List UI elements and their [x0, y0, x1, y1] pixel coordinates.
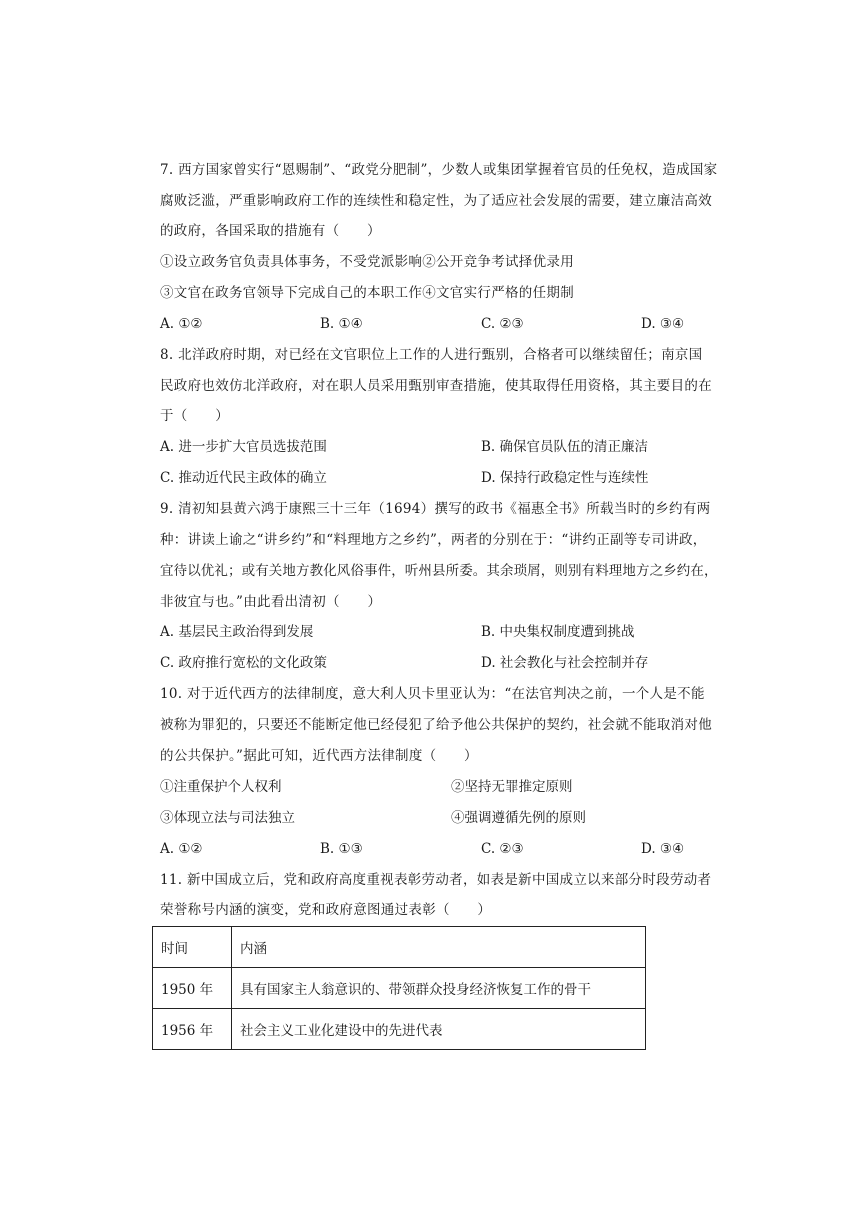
q10-option-b[interactable]: B. ①③ [320, 841, 363, 857]
table-row [153, 1009, 646, 1050]
table-cell: 1956 年 [153, 1009, 232, 1050]
q11-line-2: 荣誉称号内涵的演变，党和政府意图通过表彰（ ） [160, 902, 492, 918]
q9-line-3: 宜待以优礼；或有关地方教化风俗事件，听州县所委。其余琐屑，则别有料理地方之乡约在， [160, 563, 718, 579]
q9-option-b[interactable]: B. 中央集权制度遭到挑战 [481, 624, 635, 640]
q8-option-d[interactable]: D. 保持行政稳定性与连续性 [481, 470, 649, 486]
q8-line-3: 于（ ） [160, 408, 229, 424]
q11-table [152, 926, 646, 1050]
q7-line-1: 7. 西方国家曾实行“恩赐制”、“政党分肥制”，少数人或集团掌握着官员的任免权，造成国家 [160, 162, 718, 178]
q7-option-a[interactable]: A. ①② [160, 316, 203, 332]
q8-line-2: 民政府也效仿北洋政府，对在职人员采用甄别审查措施，使其取得任用资格，其主要目的在 [160, 378, 712, 394]
q10-line-2: 被称为罪犯的，只要还不能断定他已经侵犯了给予他公共保护的契约，社会就不能取消对他 [160, 717, 712, 733]
q7-statement-2: ③文官在政务官领导下完成自己的本职工作④文官实行严格的任期制 [160, 285, 574, 301]
q7-option-d[interactable]: D. ③④ [641, 316, 685, 332]
q9-option-c[interactable]: C. 政府推行宽松的文化政策 [160, 655, 327, 671]
table-cell: 1950 年 [153, 968, 232, 1009]
table-header-cell: 时间 [153, 927, 232, 968]
q10-statement-1: ①注重保护个人权利 [160, 779, 282, 795]
table-cell: 社会主义工业化建设中的先进代表 [232, 1009, 646, 1050]
q9-option-d[interactable]: D. 社会教化与社会控制并存 [481, 655, 649, 671]
q10-option-c[interactable]: C. ②③ [481, 841, 524, 857]
q7-option-b[interactable]: B. ①④ [320, 316, 363, 332]
q7-line-3: 的政府，各国采取的措施有（ ） [160, 223, 381, 239]
q9-line-4: 非彼宜与也。”由此看出清初（ ） [160, 594, 382, 610]
q7-option-c[interactable]: C. ②③ [481, 316, 524, 332]
q10-option-d[interactable]: D. ③④ [641, 841, 685, 857]
table-row [153, 968, 646, 1009]
q8-option-c[interactable]: C. 推动近代民主政体的确立 [160, 470, 327, 486]
q10-line-1: 10. 对于近代西方的法律制度，意大利人贝卡里亚认为：“在法官判决之前，一个人是不能 [160, 686, 705, 702]
table-header-row [153, 927, 646, 968]
q9-option-a[interactable]: A. 基层民主政治得到发展 [160, 624, 314, 640]
q11-line-1: 11. 新中国成立后，党和政府高度重视表彰劳动者，如表是新中国成立以来部分时段劳动者 [160, 872, 712, 888]
q10-statement-3: ③体现立法与司法独立 [160, 810, 295, 826]
q9-line-1: 9. 清初知县黄六鸿于康熙三十三年（1694）撰写的政书《福惠全书》所载当时的乡约有两 [160, 501, 711, 517]
q9-line-2: 种：讲读上谕之“讲乡约”和“料理地方之乡约”，两者的分别在于：“讲约正副等专司讲政， [160, 532, 707, 548]
q10-statement-4: ④强调遵循先例的原则 [451, 810, 586, 826]
table-cell: 具有国家主人翁意识的、带领群众投身经济恢复工作的骨干 [232, 968, 646, 1009]
q8-option-a[interactable]: A. 进一步扩大官员选拔范围 [160, 439, 327, 455]
table-header-cell: 内涵 [232, 927, 646, 968]
q8-option-b[interactable]: B. 确保官员队伍的清正廉洁 [481, 439, 649, 455]
q7-line-2: 腐败泛滥，严重影响政府工作的连续性和稳定性，为了适应社会发展的需要，建立廉洁高效 [160, 193, 712, 209]
q10-statement-2: ②坚持无罪推定原则 [451, 779, 573, 795]
q8-line-1: 8. 北洋政府时期，对已经在文官职位上工作的人进行甄别，合格者可以继续留任；南京国 [160, 347, 703, 363]
q10-option-a[interactable]: A. ①② [160, 841, 203, 857]
q7-statement-1: ①设立政务官负责具体事务，不受党派影响②公开竞争考试择优录用 [160, 254, 574, 270]
q10-line-3: 的公共保护。”据此可知，近代西方法律制度（ ） [160, 748, 478, 764]
